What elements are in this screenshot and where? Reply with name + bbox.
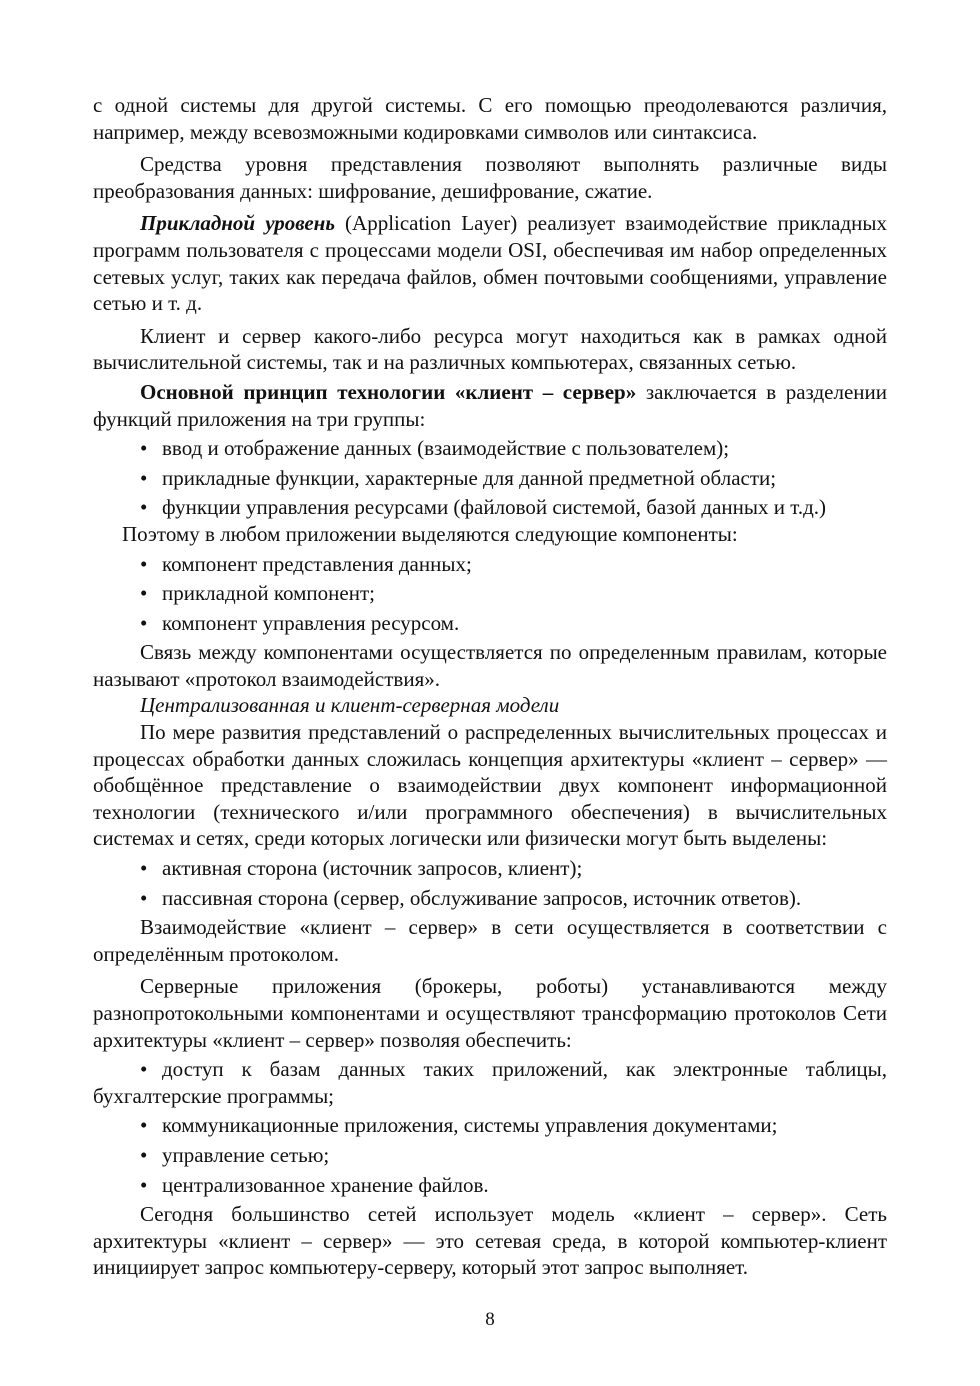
paragraph-5-text: заключается в разделении функций приложения на три группы:: [93, 379, 887, 431]
paragraph-2: Средства уровня представления позволяют выполнять различные виды преобразования данных: шифрование, дешифрование, сжатие.: [93, 152, 887, 203]
bullet-list-3: [93, 855, 887, 911]
bullet-icon: •: [140, 856, 148, 881]
paragraph-10: Серверные приложения (брокеры, роботы) устанавливаются между разнопротокольными компонентами и осуществляют трансформацию протоколов Сети архитектуры «клиент – сервер» позволяя обеспечить:: [93, 974, 887, 1052]
bullet-list-1: [93, 435, 887, 521]
paragraph-5: [93, 379, 887, 432]
list-item: • управление сетью;: [140, 1142, 330, 1167]
paragraph-11: Сегодня большинство сетей использует модель «клиент – сервер». Сеть архитектуры «клиент – сервер» — это сетевая среда, в которой компьютер-клиент инициирует запрос компьютеру-серверу, который этот запрос выполняет.: [93, 1202, 887, 1280]
list-item: • централизованное хранение файлов.: [140, 1172, 489, 1197]
list-item: • активная сторона (источник запросов, клиент);: [140, 856, 583, 881]
paragraph-4: Клиент и сервер какого-либо ресурса могут находиться как в рамках одной вычислительной системы, так и на различных компьютерах, связанных сетью.: [93, 323, 887, 375]
paragraph-3-text: (Application Layer) реализует взаимодействие прикладных программ пользователя с процессами модели OSI, обеспечивая им набор определенных сетевых услуг, таких как передача файлов, обмен почтовыми сообщениями, управление сетью и т. д.: [93, 211, 888, 316]
section-subheading: Централизованная и клиент-серверная модели: [140, 693, 560, 718]
bullet-icon: •: [140, 1057, 148, 1082]
bullet-list-4: [93, 1056, 887, 1198]
paragraph-3: [93, 210, 887, 316]
bullet-icon: •: [140, 1113, 148, 1138]
paragraph-6: Поэтому в любом приложении выделяются следующие компоненты:: [122, 521, 738, 546]
list-item: • компонент представления данных;: [140, 551, 472, 576]
term-application-layer: Прикладной уровень: [140, 211, 335, 236]
list-item: • прикладной компонент;: [140, 581, 375, 606]
list-item: • ввод и отображение данных (взаимодействие с пользователем);: [140, 436, 730, 461]
paragraph-8: По мере развития представлений о распределенных вычислительных процессах и процессах обработки данных сложилась концепция архитектуры «клиент – сервер» — обобщённое представление о взаимодействии двух компонент информационной технологии (технического и/или программного обеспечения) в вычислительных системах и сетях, среди которых логически или физически могут быть выделены:: [93, 720, 887, 851]
bullet-icon: •: [140, 581, 148, 606]
list-item: • коммуникационные приложения, системы управления документами;: [140, 1113, 778, 1138]
paragraph-7: Связь между компонентами осуществляется по определенным правилам, которые называют «протокол взаимодействия».: [93, 640, 887, 691]
list-item: • компонент управления ресурсом.: [140, 610, 460, 635]
bullet-icon: •: [140, 610, 148, 635]
bullet-icon: •: [140, 495, 148, 520]
list-item: • функции управления ресурсами (файловой системой, базой данных и т.д.): [140, 495, 827, 520]
bullet-icon: •: [140, 1142, 148, 1167]
list-item: • прикладные функции, характерные для данной предметной области;: [140, 465, 777, 490]
bullet-icon: •: [140, 1172, 148, 1197]
page-number: 8: [485, 1309, 495, 1330]
bullet-icon: •: [140, 465, 148, 490]
bullet-icon: •: [140, 551, 148, 576]
bullet-icon: •: [140, 885, 148, 910]
list-item: • доступ к базам данных таких приложений, как электронные таблицы, бухгалтерские программы;: [93, 1057, 887, 1108]
term-client-server-principle: Основной принцип технологии «клиент – сервер»: [140, 379, 637, 404]
document-page: [93, 92, 887, 1281]
paragraph-1: с одной системы для другой системы. С его помощью преодолеваются различия, например, между всевозможными кодировками символов или синтаксиса.: [93, 93, 887, 144]
bullet-list-2: [93, 551, 887, 637]
paragraph-9: Взаимодействие «клиент – сервер» в сети осуществляется в соответствии с определённым протоколом.: [93, 915, 887, 966]
list-item: • пассивная сторона (сервер, обслуживание запросов, источник ответов).: [140, 885, 802, 910]
bullet-icon: •: [140, 436, 148, 461]
